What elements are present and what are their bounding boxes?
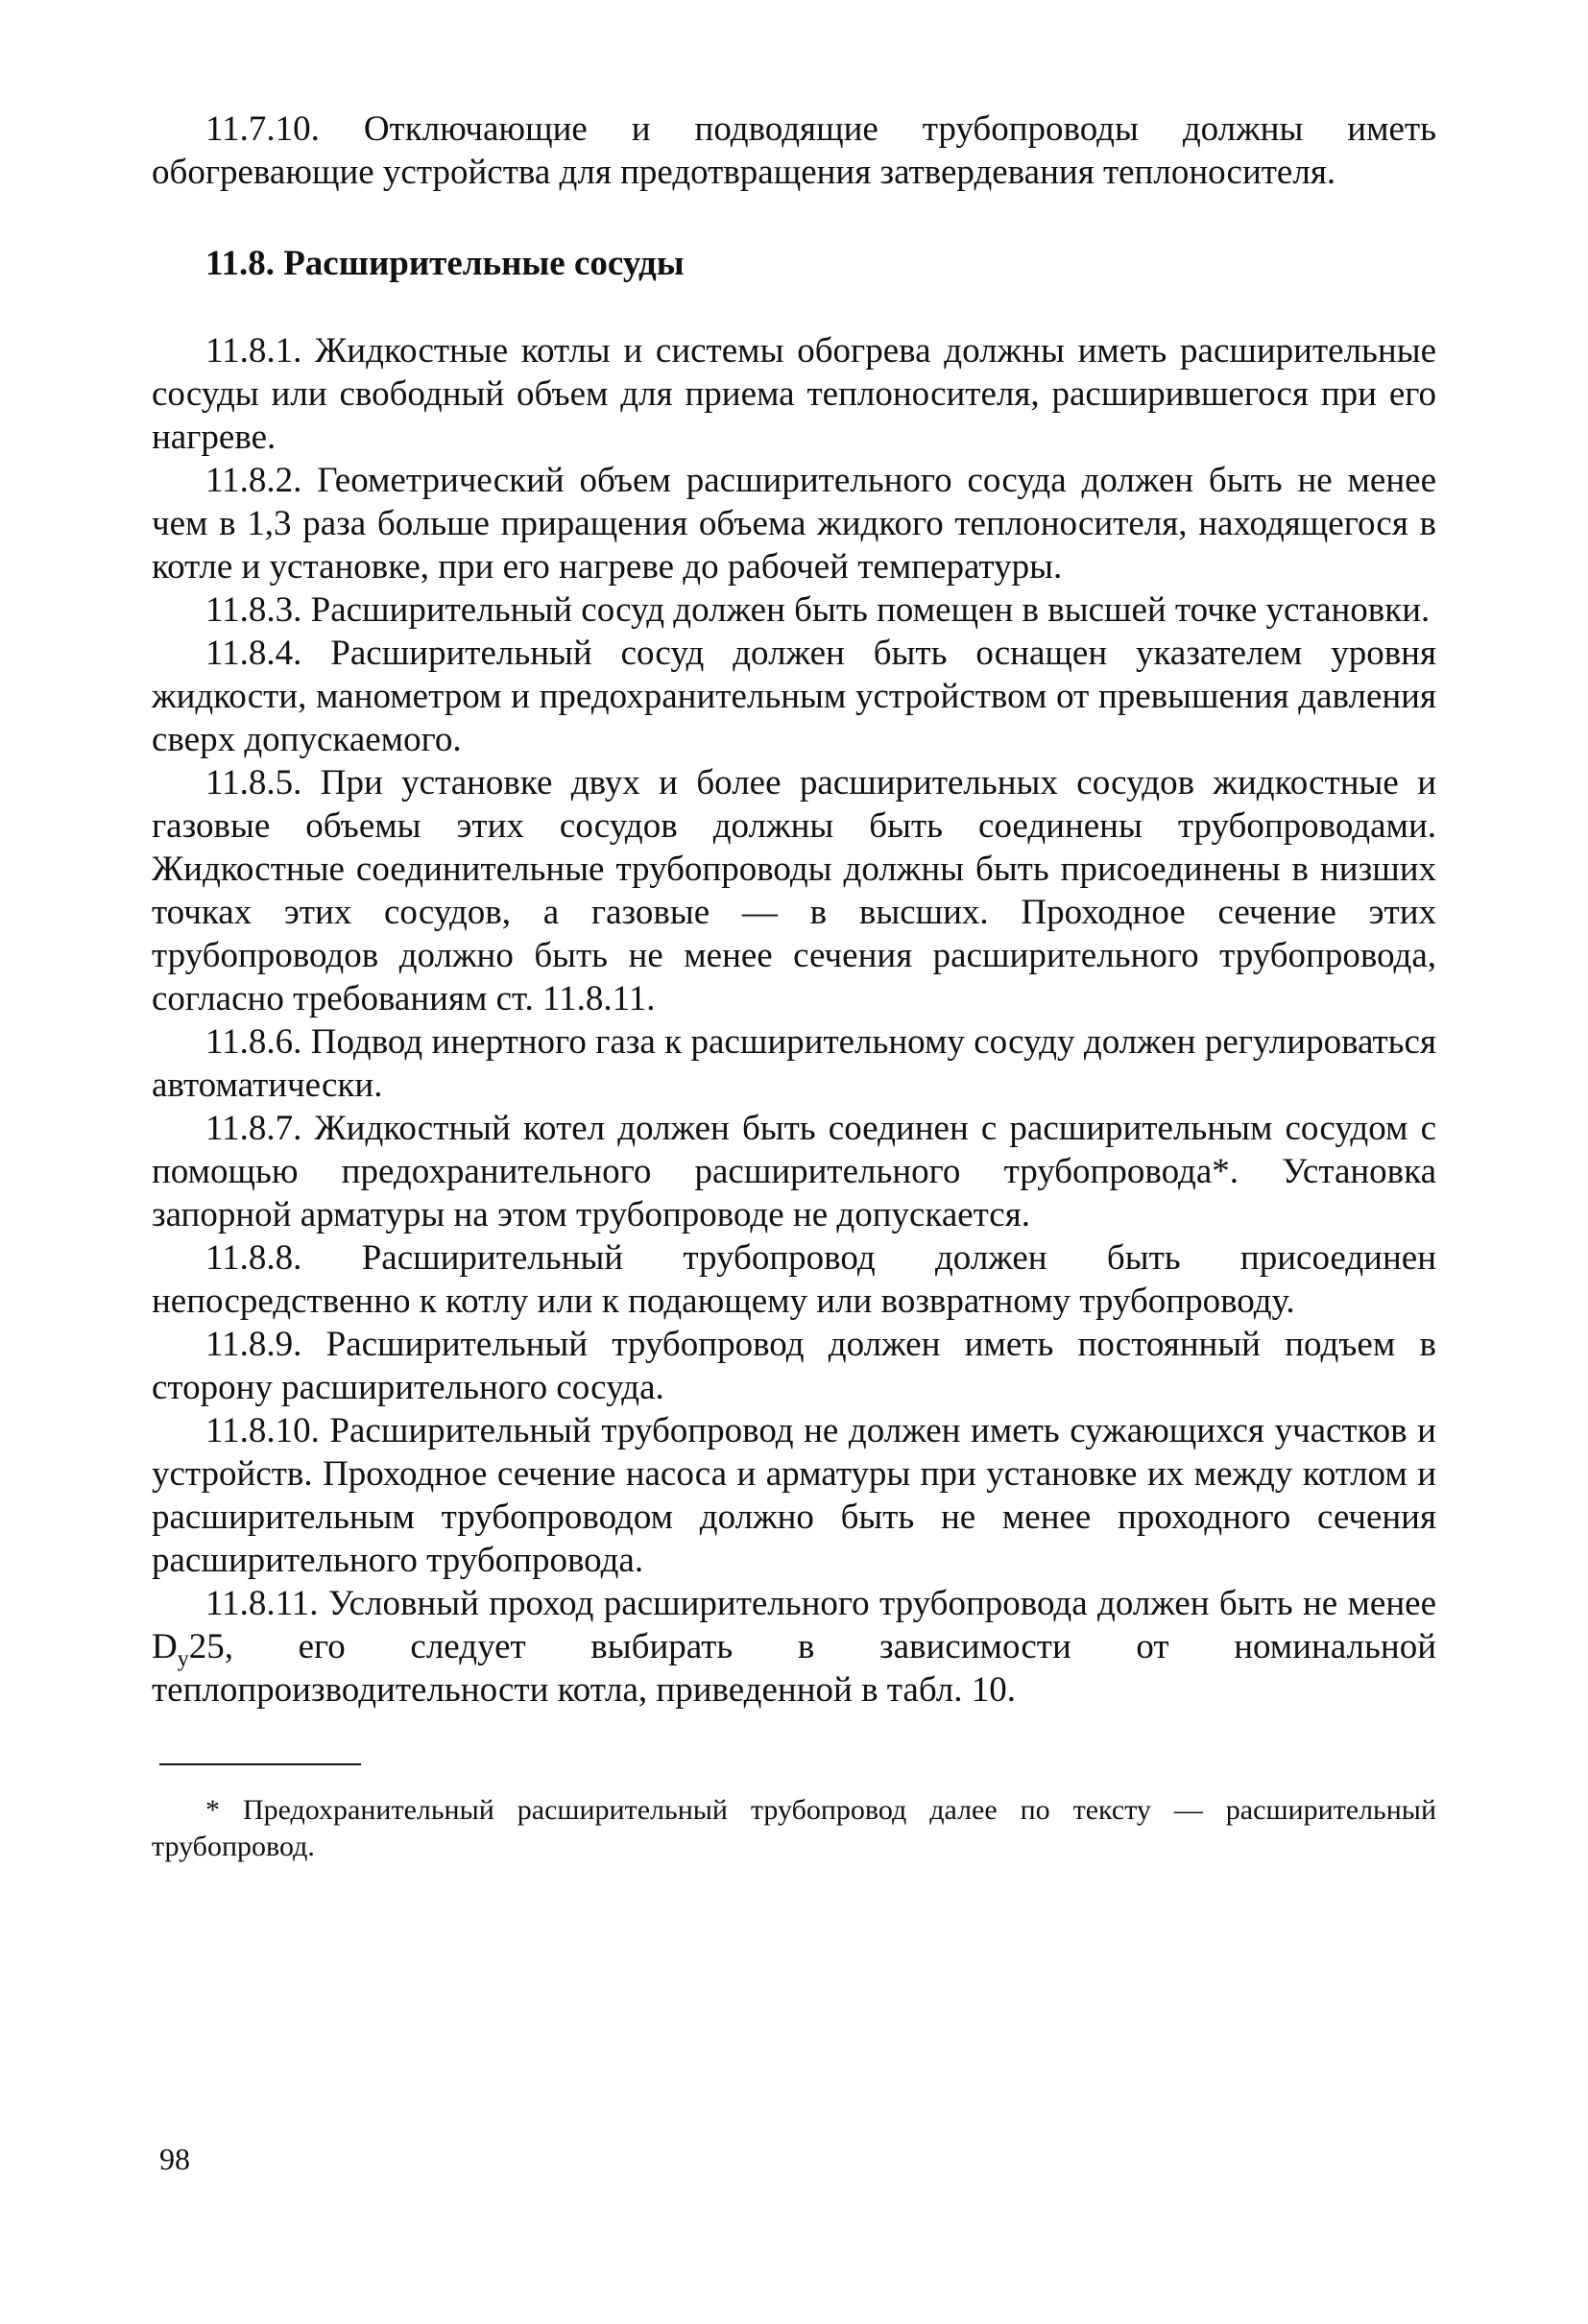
paragraph-11-8-3: 11.8.3. Расширительный сосуд должен быть помещен в высшей точке установки. [205, 590, 1431, 630]
document-page [152, 108, 1436, 1865]
section-heading: 11.8. Расширительные сосуды [205, 244, 685, 283]
paragraph-11-8-11-text-end: 25, его следует выбирать в зависимости от номинальной теплопроизводительности котла, приведенной в табл. 10. [152, 1627, 1436, 1710]
footnote-divider [159, 1763, 361, 1765]
paragraph-11-8-1: 11.8.1. Жидкостные котлы и системы обогрева должны иметь расширительные сосуды или свободный объем для приема теплоносителя, расширившегося при его нагреве. [152, 331, 1436, 457]
paragraph-11-8-9: 11.8.9. Расширительный трубопровод должен иметь постоянный подъем в сторону расширительного сосуда. [152, 1325, 1436, 1407]
paragraph-11-8-8: 11.8.8. Расширительный трубопровод должен быть присоединен непосредственно к котлу или к подающему или возвратному трубопроводу. [152, 1238, 1436, 1321]
page-number: 98 [159, 2142, 190, 2176]
paragraph-11-8-4: 11.8.4. Расширительный сосуд должен быть оснащен указателем уровня жидкости, манометром и предохранительным устройством от превышения давления сверх допускаемого. [152, 634, 1436, 759]
subscript-y: y [177, 1646, 189, 1672]
paragraph-11-8-10: 11.8.10. Расширительный трубопровод не должен иметь сужающихся участков и устройств. Проходное сечение насоса и арматуры при установке их между котлом и расширительным трубопроводом должно быть не менее проходного сечения расширительного трубопровода. [152, 1411, 1436, 1580]
paragraph-11-8-11-text: 11.8.11. Условный проход расширительного трубопровода должен быть не менее D [152, 1584, 1436, 1666]
paragraph-11-8-6: 11.8.6. Подвод инертного газа к расширительному сосуду должен регулироваться автоматически. [152, 1022, 1436, 1105]
paragraph-11-8-11 [152, 1582, 1436, 1712]
paragraph-11-8-7: 11.8.7. Жидкостный котел должен быть соединен с расширительным сосудом с помощью предохранительного расширительного трубопровода*. Установка запорной арматуры на этом трубопроводе не допускается. [152, 1109, 1436, 1234]
paragraph-11-8-2: 11.8.2. Геометрический объем расширительного сосуда должен быть не менее чем в 1,3 раза больше приращения объема жидкого теплоносителя, находящегося в котле и установке, при его нагреве до рабочей температуры. [152, 461, 1436, 587]
footnote: * Предохранительный расширительный трубопровод далее по тексту — расширительный трубопровод. [152, 1794, 1436, 1862]
paragraph-11-8-5: 11.8.5. При установке двух и более расширительных сосудов жидкостные и газовые объемы этих сосудов должны быть соединены трубопроводами. Жидкостные соединительные трубопроводы должны быть присоединены в низших точках этих сосудов, а газовые — в высших. Проходное сечение этих трубопроводов должно быть не менее сечения расширительного трубопровода, согласно требованиям ст. 11.8.11. [152, 763, 1436, 1018]
paragraph-11-7-10: 11.7.10. Отключающие и подводящие трубопроводы должны иметь обогревающие устройства для предотвращения затвердевания теплоносителя. [152, 109, 1436, 192]
